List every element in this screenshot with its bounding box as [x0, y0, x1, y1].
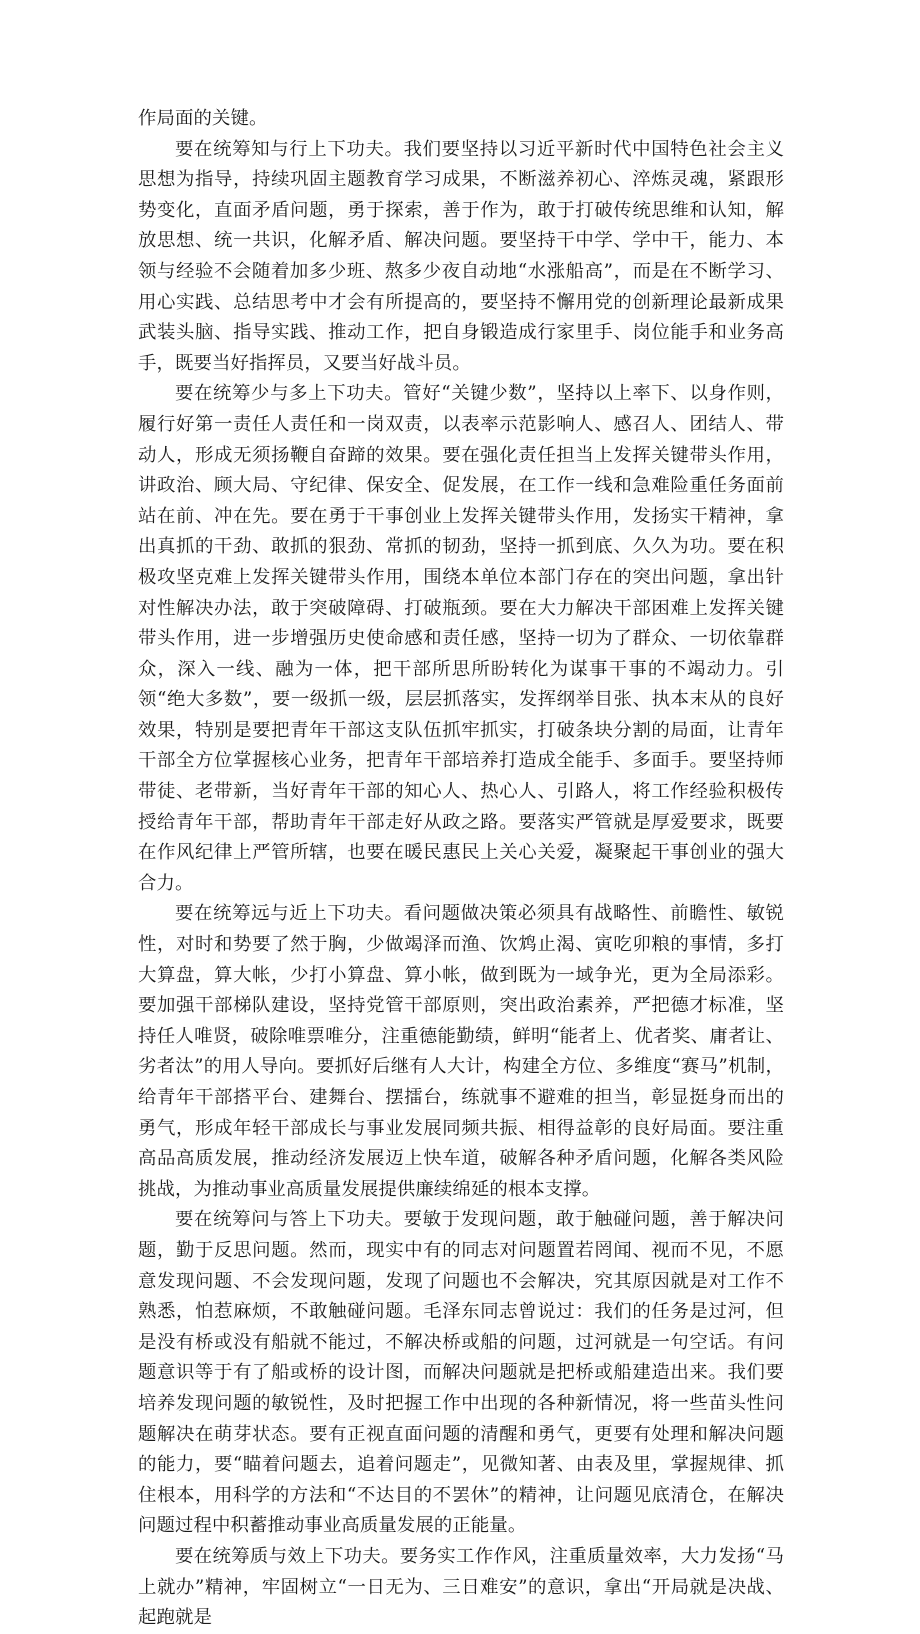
paragraph-quality-and-efficiency: 要在统筹质与效上下功夫。要务实工作作风，注重质量效率，大力发扬“马上就办”精神，牢固树立“一日无为、三日难安”的意识，拿出“开局就是决战、起跑就是 [138, 1545, 784, 1629]
document-body [138, 104, 784, 1634]
paragraph-few-and-many: 要在统筹少与多上下功夫。管好“关键少数”，坚持以上率下、以身作则，履行好第一责任人责任和一岗双责，以表率示范影响人、感召人、团结人、带动人，形成无须扬鞭自奋蹄的效果。要在强化责任担当上发挥关键带头作用，讲政治、顾大局、守纪律、保安全、促发展，在工作一线和急难险重任务面前站在前、冲在先。要在勇于干事创业上发挥关键带头作用，发扬实干精神，拿出真抓的干劲、敢抓的狠劲、常抓的韧劲，坚持一抓到底、久久为功。要在积极攻坚克难上发挥关键带头作用，围绕本单位本部门存在的突出问题，拿出针对性解决办法，敢于突破障碍、打破瓶颈。要在大力解决干部困难上发挥关键带头作用，进一步增强历史使命感和责任感，坚持一切为了群众、一切依靠群众，深入一线、融为一体，把干部所思所盼转化为谋事干事的不竭动力。引领“绝大多数”，要一级抓一级，层层抓落实，发挥纲举目张、执本末从的良好效果，特别是要把青年干部这支队伍抓牢抓实，打破条块分割的局面，让青年干部全方位掌握核心业务，把青年干部培养打造成全能手、多面手。要坚持师带徒、老带新，当好青年干部的知心人、热心人、引路人，将工作经验积极传授给青年干部，帮助青年干部走好从政之路。要落实严管就是厚爱要求，既要在作风纪律上严管所辖，也要在暖民惠民上关心关爱，凝聚起干事创业的强大合力。 [138, 383, 784, 894]
paragraph-knowledge-and-action: 要在统筹知与行上下功夫。我们要坚持以习近平新时代中国特色社会主义思想为指导，持续巩固主题教育学习成果，不断滋养初心、淬炼灵魂，紧跟形势变化，直面矛盾问题，勇于探索，善于作为，敢于打破传统思维和认知，解放思想、统一共识，化解矛盾、解决问题。要坚持干中学、学中干，能力、本领与经验不会随着加多少班、熬多少夜自动地“水涨船高”，而是在不断学习、用心实践、总结思考中才会有所提高的，要坚持不懈用党的创新理论最新成果武装头脑、指导实践、推动工作，把自身锻造成行家里手、岗位能手和业务高手，既要当好指挥员，又要当好战斗员。 [138, 138, 784, 374]
paragraph-far-and-near: 要在统筹远与近上下功夫。看问题做决策必须具有战略性、前瞻性、敏锐性，对时和势要了然于胸，少做竭泽而渔、饮鸩止渴、寅吃卯粮的事情，多打大算盘，算大帐，少打小算盘、算小帐，做到既为一域争光，更为全局添彩。要加强干部梯队建设，坚持党管干部原则，突出政治素养，严把德才标准，坚持任人唯贤，破除唯票唯分，注重德能勤绩，鲜明“能者上、优者奖、庸者让、劣者汰”的用人导向。要抓好后继有人大计，构建全方位、多维度“赛马”机制，给青年干部搭平台、建舞台、摆擂台，练就事不避难的担当，彰显挺身而出的勇气，形成年轻干部成长与事业发展同频共振、相得益彰的良好局面。要注重高品高质发展，推动经济发展迈上快车道，破解各种矛盾问题，化解各类风险挑战，为推动事业高质量发展提供廉续绵延的根本支撑。 [138, 903, 784, 1200]
paragraph-question-and-answer: 要在统筹问与答上下功夫。要敏于发现问题，敢于触碰问题，善于解决问题，勤于反思问题。然而，现实中有的同志对问题置若罔闻、视而不见，不愿意发现问题、不会发现问题，发现了问题也不会解决，究其原因就是对工作不熟悉，怕惹麻烦，不敢触碰问题。毛泽东同志曾说过：我们的任务是过河，但是没有桥或没有船就不能过，不解决桥或船的问题，过河就是一句空话。有问题意识等于有了船或桥的设计图，而解决问题就是把桥或船建造出来。我们要培养发现问题的敏锐性，及时把握工作中出现的各种新情况，将一些苗头性问题解决在萌芽状态。要有正视直面问题的清醒和勇气，更要有处理和解决问题的能力，要“瞄着问题去，追着问题走”，见微知著、由表及里，掌握规律、抓住根本，用科学的方法和“不达目的不罢休”的精神，让问题见底清仓，在解决问题过程中积蓄推动事业高质量发展的正能量。 [138, 1209, 784, 1537]
paragraph-continuation: 作局面的关键。 [138, 108, 268, 129]
